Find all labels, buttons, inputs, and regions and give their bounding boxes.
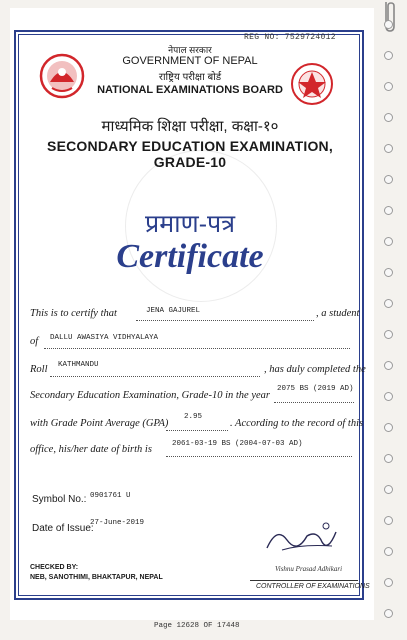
gov-english: GOVERNMENT OF NEPAL [122,55,258,67]
signatory-title: CONTROLLER OF EXAMINATIONS [256,583,370,590]
gov-nepali: नेपाल सरकार [168,45,212,55]
school-line [44,348,350,349]
board-nepali: राष्ट्रिय परीक्षा बोर्ड [158,72,222,83]
binder-hole [384,516,393,525]
binder-hole [384,609,393,618]
symbol-label: Symbol No.: [32,494,87,505]
dob-text: office, his/her date of birth is [30,444,152,455]
student-name: JENA GAJUREL [146,307,201,315]
exam-title: SECONDARY EDUCATION EXAMINATION, GRADE-10 [47,138,333,170]
binder-hole [384,578,393,587]
year-line [274,402,354,403]
binder-hole [384,20,393,29]
certificate-title: Certificate [116,238,264,275]
binder-hole [384,392,393,401]
binder-hole [384,206,393,215]
gpa-text: with Grade Point Average (GPA) [30,418,169,429]
checked-by-label: CHECKED BY: [30,564,79,571]
signature-icon [262,518,352,558]
exam-year-text: Secondary Education Examination, Grade-10 in the year [30,390,270,401]
binder-hole [384,144,393,153]
district-line [50,376,260,377]
page-counter: Page 12628 OF 17448 [154,622,240,630]
record-text: . According to the record of this [230,418,364,429]
binder-hole [384,454,393,463]
binder-hole [384,237,393,246]
name-line [136,320,314,321]
registration-number: REG NO: 7529724012 [244,33,336,42]
checked-by-place: NEB, SANOTHIMI, BHAKTAPUR, NEPAL [30,574,163,581]
school-name: DALLU AWASIYA VIDHYALAYA [50,334,159,342]
binder-hole [384,361,393,370]
completed-text: , has duly completed the [264,364,366,375]
binder-hole [384,82,393,91]
roll-label: Roll [30,364,48,375]
binder-hole [384,485,393,494]
student-suffix: , a student [316,308,360,319]
symbol-number: 0901761 U [90,492,131,500]
certificate-title-nepali: प्रमाण-पत्र [144,210,236,238]
binder-hole [384,330,393,339]
binder-hole [384,175,393,184]
signatory-name: Vishnu Prasad Adhikari [275,565,343,573]
exam-title-nepali: माध्यमिक शिक्षा परीक्षा, कक्षा-१० [101,118,279,135]
dob-line [166,456,352,457]
binder-hole [384,113,393,122]
district-name: KATHMANDU [58,361,99,369]
binder-hole [384,268,393,277]
binder-hole [384,423,393,432]
issue-date: 27-June-2019 [90,519,145,527]
binder-hole [384,547,393,556]
certify-prefix: This is to certify that [30,308,117,319]
binder-hole [384,51,393,60]
date-of-birth: 2061-03-19 BS (2004-07-03 AD) [172,440,303,448]
gpa-value: 2.95 [184,413,203,421]
issue-date-label: Date of Issue: [32,523,94,534]
of-label: of [30,336,39,347]
gpa-line [166,430,228,431]
exam-year: 2075 BS (2019 AD) [277,385,354,393]
binder-hole [384,299,393,308]
board-english: NATIONAL EXAMINATIONS BOARD [97,84,283,96]
signature-line [250,580,358,581]
binder-holes [384,20,396,630]
